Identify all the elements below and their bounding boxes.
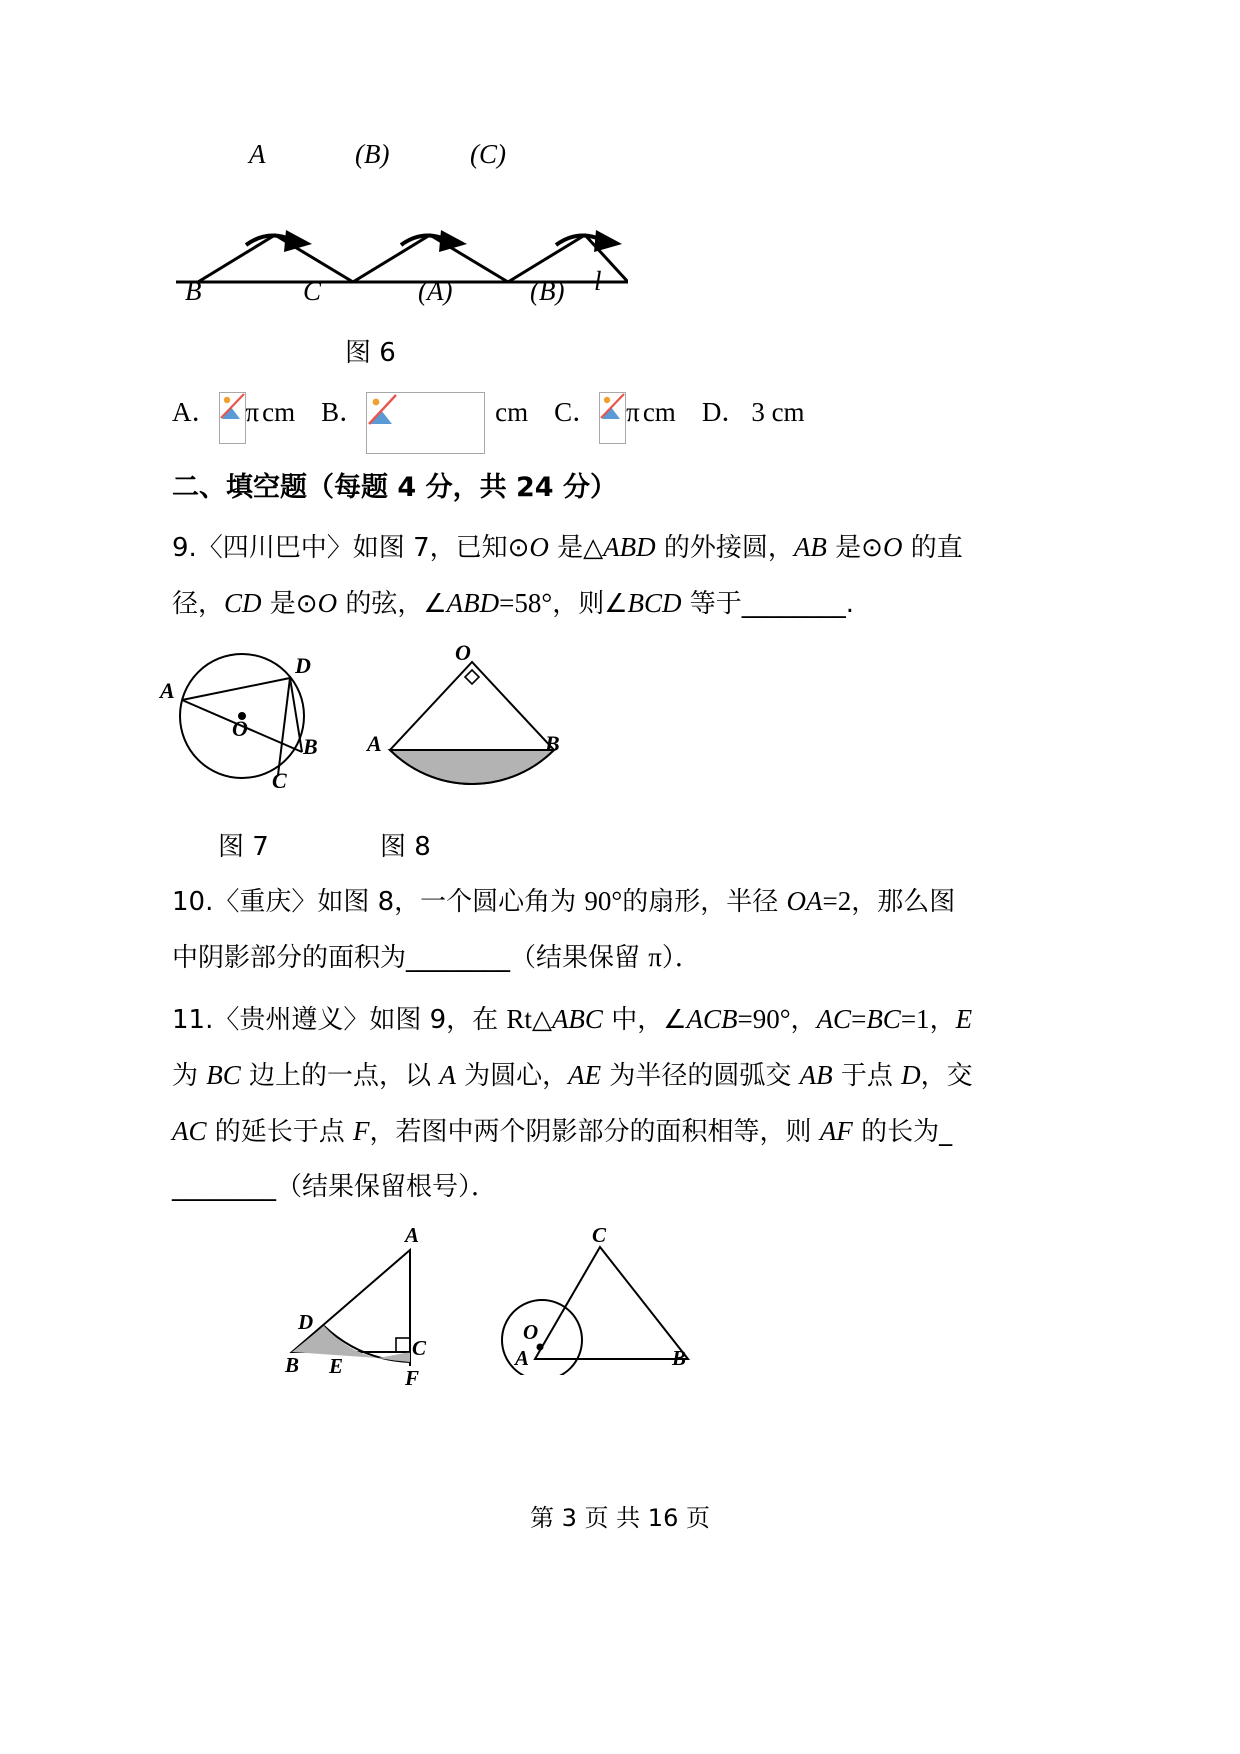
choice-a-unit: cm bbox=[262, 397, 296, 427]
figure-9-label-a: A bbox=[405, 1223, 420, 1247]
page-footer: 第 3 页 共 16 页 bbox=[530, 1504, 710, 1532]
figure-6-line-label: l bbox=[594, 266, 602, 296]
question-11-line-4: ________（结果保留根号）． bbox=[172, 1172, 498, 1202]
question-9-line-1: 9.〈四川巴中〉如图 7，已知⊙O 是△ABD 的外接圆，AB 是⊙O 的直 bbox=[172, 532, 963, 563]
answer-choices bbox=[172, 392, 831, 454]
choice-c[interactable] bbox=[554, 392, 676, 444]
broken-image-icon bbox=[366, 392, 485, 454]
figure-10-label-o: O bbox=[523, 1320, 539, 1344]
choice-a-letter: A． bbox=[172, 397, 219, 427]
question-11-line-2: 为 BC 边上的一点，以 A 为圆心，AE 为半径的圆弧交 AB 于点 D，交 bbox=[172, 1060, 973, 1091]
figure-9-label-d: D bbox=[298, 1310, 314, 1334]
figure-6-base-label-a2: (A) bbox=[418, 276, 453, 306]
figure-6-base-label-c: C bbox=[303, 276, 322, 306]
figure-8-diagram bbox=[372, 650, 572, 800]
choice-b-unit: cm bbox=[495, 397, 529, 427]
section-2-heading: 二、填空题（每题 4 分，共 24 分） bbox=[172, 472, 617, 503]
figure-7-label-a: A bbox=[160, 678, 175, 703]
choice-b[interactable] bbox=[321, 392, 528, 454]
figure-7-label-o: O bbox=[232, 716, 248, 741]
figure-6-base-label-b2: (B) bbox=[530, 276, 565, 306]
figure-6-apex-label-b: (B) bbox=[355, 139, 390, 169]
choice-b-letter: B． bbox=[321, 397, 367, 427]
figure-7-label-b: B bbox=[303, 734, 318, 759]
figure-8-label-a: A bbox=[367, 731, 382, 756]
question-11-line-1: 11.〈贵州遵义〉如图 9，在 Rt△ABC 中，∠ACB=90°，AC=BC=1，E bbox=[172, 1004, 973, 1035]
figure-9-label-c: C bbox=[412, 1336, 427, 1360]
choice-c-letter: C． bbox=[554, 397, 600, 427]
question-11-line-3: AC 的延长于点 F，若图中两个阴影部分的面积相等，则 AF 的长为_ bbox=[172, 1116, 953, 1147]
choice-d[interactable] bbox=[702, 392, 805, 432]
figure-9-label-e: E bbox=[329, 1354, 344, 1378]
choice-d-letter: D． bbox=[701, 397, 749, 427]
question-10-line-2: 中阴影部分的面积为________（结果保留 π）． bbox=[172, 942, 701, 973]
figure-9-label-b: B bbox=[285, 1353, 300, 1377]
figure-8-label-o: O bbox=[455, 640, 471, 665]
choice-d-unit: 3 cm bbox=[751, 397, 805, 427]
choice-a[interactable] bbox=[172, 392, 295, 444]
figure-10-label-c: C bbox=[592, 1223, 607, 1247]
figure-7-label-c: C bbox=[272, 768, 287, 793]
figure-6-base-label-b: B bbox=[185, 276, 202, 306]
figure-10-label-a: A bbox=[515, 1346, 530, 1370]
figure-10-label-b: B bbox=[672, 1346, 687, 1370]
figure-8-caption: 图 8 bbox=[380, 832, 431, 862]
figure-7-label-d: D bbox=[295, 653, 311, 678]
figure-8-label-b: B bbox=[545, 731, 560, 756]
choice-c-pi: π bbox=[626, 397, 640, 427]
choice-c-unit: cm bbox=[642, 397, 676, 427]
broken-image-icon bbox=[219, 392, 246, 444]
broken-image-icon bbox=[599, 392, 626, 444]
figure-10-diagram bbox=[500, 1235, 700, 1375]
figure-6-apex-label-a: A bbox=[249, 139, 266, 169]
question-9-line-2: 径，CD 是⊙O 的弦，∠ABD=58°，则∠BCD 等于________. bbox=[172, 588, 855, 619]
question-10-line-1: 10.〈重庆〉如图 8，一个圆心角为 90°的扇形，半径 OA=2，那么图 bbox=[172, 886, 956, 917]
figure-6-apex-label-c: (C) bbox=[470, 139, 506, 169]
figure-7-caption: 图 7 bbox=[218, 832, 269, 862]
choice-a-pi: π bbox=[245, 397, 260, 427]
figure-9-label-f: F bbox=[405, 1366, 420, 1390]
figure-6-caption: 图 6 bbox=[345, 338, 396, 368]
